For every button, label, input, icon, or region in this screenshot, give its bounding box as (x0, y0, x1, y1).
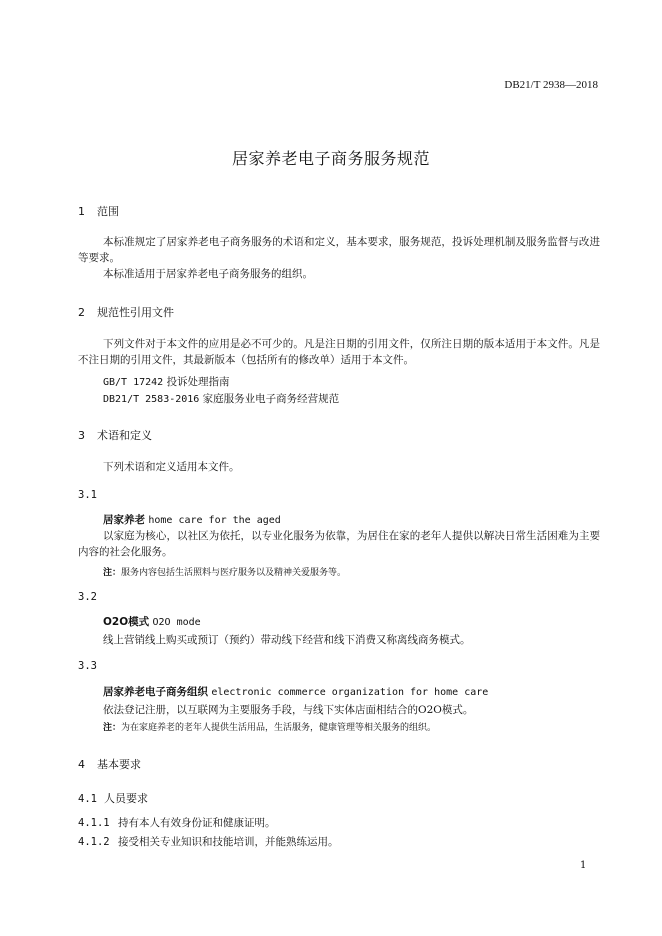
section-title: 规范性引用文件 (97, 306, 174, 319)
term-number: 3.2 (78, 591, 97, 603)
section-heading-scope (78, 203, 119, 219)
reference-item (103, 391, 339, 406)
reference-title: 投诉处理指南 (166, 376, 230, 388)
term-english: home care for the aged (148, 515, 281, 526)
term-note (103, 720, 436, 733)
document-code: DB21/T 2938—2018 (504, 79, 598, 91)
term-english: O2O mode (152, 617, 201, 628)
term-chinese: 居家养老 (103, 514, 145, 526)
clause-text: 接受相关专业知识和技能培训，并能熟练运用。 (118, 836, 339, 848)
section-number: 3 (78, 429, 85, 442)
term-number: 3.3 (78, 660, 97, 672)
term-note (103, 565, 346, 578)
term-definition: 依法登记注册，以互联网为主要服务手段，与线下实体店面相结合的O2O模式。 (103, 704, 474, 716)
term-chinese: 居家养老电子商务组织 (103, 686, 208, 698)
reference-title: 家庭服务业电子商务经营规范 (202, 393, 340, 405)
paragraph: 下列文件对于本文件的应用是必不可少的。凡是注日期的引用文件，仅所注日期的版本适用于本文件。凡是不注日期的引用文件，其最新版本（包括所有的修改单）适用于本文件。 (78, 338, 600, 366)
term-heading (103, 512, 281, 527)
clause-number: 4.1.1 (78, 817, 110, 829)
section-title: 范围 (97, 205, 119, 218)
subsection-number: 4.1 (78, 793, 97, 805)
note-text: 为在家庭养老的老年人提供生活用品，生活服务，健康管理等相关服务的组织。 (121, 723, 437, 733)
note-label: 注： (103, 723, 122, 733)
section-heading-normative-references (78, 304, 174, 320)
reference-item (103, 374, 230, 389)
clause-text: 持有本人有效身份证和健康证明。 (118, 817, 276, 829)
section-heading-basic-requirements (78, 756, 141, 772)
paragraph: 本标准规定了居家养老电子商务服务的术语和定义，基本要求，服务规范，投诉处理机制及服务监督与改进等要求。 (78, 236, 600, 264)
section-number: 2 (78, 306, 85, 319)
reference-code: DB21/T 2583-2016 (103, 394, 200, 405)
paragraph: 下列术语和定义适用本文件。 (103, 461, 240, 473)
subsection-heading-personnel (78, 790, 148, 806)
term-heading (103, 684, 488, 699)
page-number: 1 (580, 860, 587, 871)
clause-item (78, 815, 276, 830)
section-title: 术语和定义 (97, 429, 152, 442)
paragraph: 本标准适用于居家养老电子商务服务的组织。 (103, 268, 313, 280)
term-definition: 以家庭为核心，以社区为依托，以专业化服务为依靠，为居住在家的老年人提供以解决日常生活困难为主要内容的社会化服务。 (78, 530, 600, 558)
term-chinese: O2O模式 (103, 616, 150, 628)
term-definition: 线上营销线上购买或预订（预约）带动线下经营和线下消费又称离线商务模式。 (103, 634, 471, 646)
section-title: 基本要求 (97, 758, 141, 771)
page-title: 居家养老电子商务服务规范 (231, 149, 430, 168)
section-heading-terms (78, 427, 152, 443)
subsection-title: 人员要求 (104, 792, 148, 805)
note-label: 注： (103, 568, 122, 578)
reference-code: GB/T 17242 (103, 377, 164, 388)
clause-item (78, 834, 339, 849)
term-heading (103, 614, 201, 629)
term-english: electronic commerce organization for home care (211, 687, 489, 698)
section-number: 1 (78, 205, 85, 218)
section-number: 4 (78, 758, 85, 771)
clause-number: 4.1.2 (78, 836, 110, 848)
note-text: 服务内容包括生活照料与医疗服务以及精神关爱服务等。 (121, 568, 347, 578)
term-number: 3.1 (78, 489, 97, 501)
